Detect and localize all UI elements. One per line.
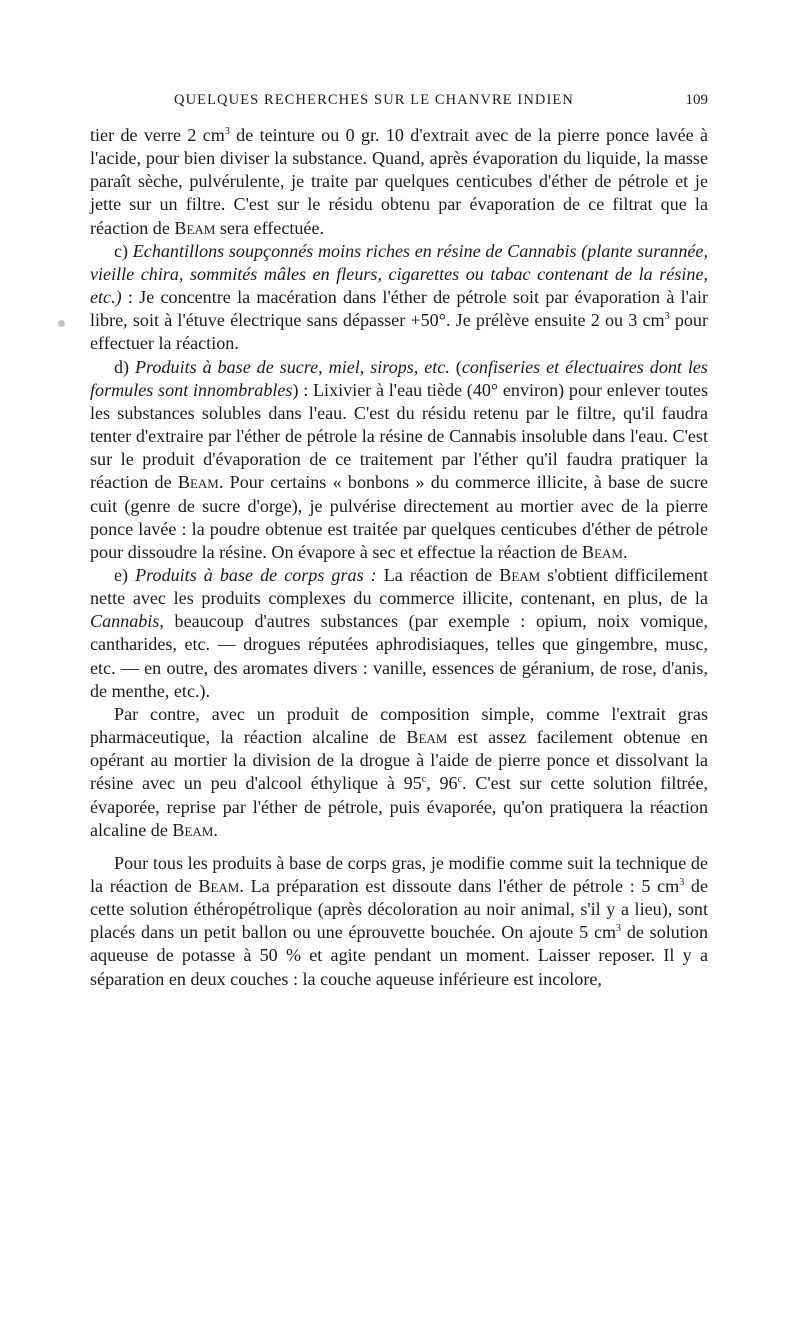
paragraph-c: c) Echantillons soupçonnés moins riches en résine de Cannabis (plante surannée, vieille chira, sommités mâles en fleurs, cigarettes ou tabac contenant de la résine, etc.) : Je concentre la macération dans l'éther de pétrole soit par évaporation à l'air libre, soit à l'étuve électrique sans dépasser +50°. Je prélève ensuite 2 ou 3 $cm^3$ pour effectuer la réaction.	[90, 240, 708, 354]
page-number: 109	[685, 92, 708, 108]
item-label: d)	[114, 356, 135, 377]
beam-name: Beam	[174, 217, 216, 238]
beam-name: Beam	[499, 564, 541, 585]
paragraph-e: e) Produits à base de corps gras : La réaction de Beam s'obtient difficilement nette avec les produits complexes du commerce illicite, contenant, en plus, de la Cannabis, beaucoup d'autres substances (par exemple : opium, noix vomique, cantharides, etc. — drogues réputées aphrodisiaques, telles que gingembre, musc, etc. — en outre, des aromates divers : vanille, essences de géranium, de rose, d'anis, de menthe, etc.).	[90, 564, 708, 701]
paragraph-contrast: Par contre, avec un produit de composition simple, comme l'extrait gras pharmaceutique, la réaction alcaline de Beam est assez facilement obtenue en opérant au mortier la division de la drogue à l'aide de pierre ponce et dissolvant la résine avec un peu d'alcool éthylique à 95$^c$, 96$^c$. C'est sur cette solution filtrée, évaporée, reprise par l'éther de pétrole, puis évaporée, qu'on pratiquera la réaction alcaline de Beam.	[90, 703, 709, 840]
page-body	[90, 124, 708, 991]
beam-name: Beam	[582, 541, 623, 562]
beam-name: Beam	[198, 876, 240, 896]
running-header	[90, 92, 708, 116]
beam-name: Beam	[406, 727, 448, 748]
paragraph-d: d) Produits à base de sucre, miel, sirops, etc. (confiseries et électuaires dont les formules sont innombrables) : Lixivier à l'eau tiède (40° environ) pour enlever toutes les substances solubles dans l'eau. C'est du résidu retenu par le filtre, qu'il faudra tenter d'extraire par l'éther de pétrole la résine de Cannabis insoluble dans l'eau. C'est sur le produit d'évaporation de ce traitement par l'éther qu'il faudra pratiquer la réaction de Beam. Pour certains « bonbons » du commerce illicite, à base de sucre cuit (genre de sucre d'orge), je pulvérise directement au mortier avec de la pierre ponce lavée : la poudre obtenue est traitée par quelques centicubes d'éther de pétrole pour dissoudre la résine. On évapore à sec et effectue la réaction de Beam.	[90, 356, 709, 562]
paragraph-continuation: tier de verre 2 $cm^3$ de teinture ou 0 gr. 10 d'extrait avec de la pierre ponce lavée à l'acide, pour bien diviser la substance. Quand, après évaporation du liquide, la masse paraît sèche, pulvérulente, je traite par quelques centicubes d'éther de pétrole et je jette sur un filtre. C'est sur le résidu obtenu par évaporation de ce filtrat que la réaction de Beam sera effectuée.	[90, 125, 709, 238]
beam-name: Beam	[177, 472, 219, 493]
margin-dot	[58, 320, 65, 327]
beam-name: Beam	[172, 819, 214, 840]
running-title: QUELQUES RECHERCHES SUR LE CHANVRE INDIEN	[174, 92, 574, 108]
item-label: e)	[114, 564, 136, 585]
item-label: c)	[114, 240, 133, 261]
paragraph-fatty-products: Pour tous les produits à base de corps gras, je modifie comme suit la technique de la réaction de Beam. La préparation est dissoute dans l'éther de pétrole : 5 $cm^3$ de cette solution éthéropétrolique (après décoloration au noir animal, s'il y a lieu), sont placés dans un petit ballon ou une éprouvette bouchée. On ajoute 5 $cm^3$ de solution aqueuse de potasse à 50 % et agite pendant un moment. Laisser reposer. Il y a séparation en deux couches : la couche aqueuse inférieure est incolore,	[90, 852, 708, 989]
